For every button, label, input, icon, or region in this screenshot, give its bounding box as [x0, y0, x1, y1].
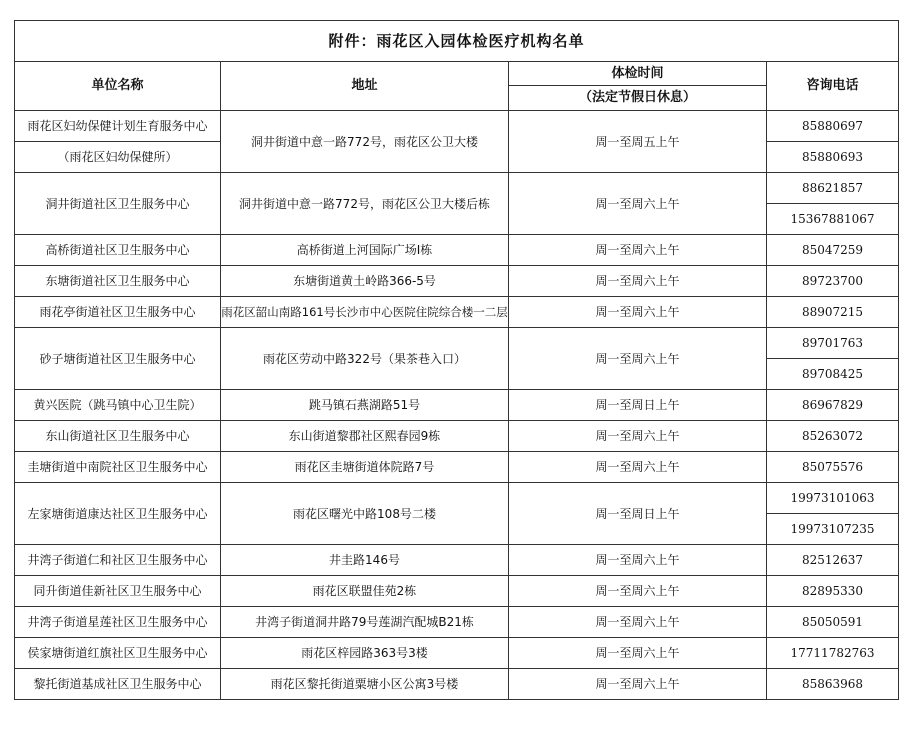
cell-time: 周一至周六上午: [509, 545, 767, 576]
cell-phone: 85047259: [767, 235, 899, 266]
cell-address: 雨花区劳动中路322号（果茶巷入口）: [221, 328, 509, 390]
table-row: [15, 111, 899, 142]
cell-time: 周一至周六上午: [509, 235, 767, 266]
cell-phone: 17711782763: [767, 638, 899, 669]
cell-name: 左家塘街道康达社区卫生服务中心: [15, 483, 221, 545]
cell-time: 周一至周六上午: [509, 452, 767, 483]
table-row: [15, 390, 899, 421]
page-title: 附件：雨花区入园体检医疗机构名单: [15, 21, 899, 62]
cell-name: 洞井街道社区卫生服务中心: [15, 173, 221, 235]
cell-phone: 85863968: [767, 669, 899, 700]
cell-phone: 89723700: [767, 266, 899, 297]
table-row: [15, 607, 899, 638]
cell-time: 周一至周六上午: [509, 421, 767, 452]
cell-name: 侯家塘街道红旗社区卫生服务中心: [15, 638, 221, 669]
cell-name: 井湾子街道星莲社区卫生服务中心: [15, 607, 221, 638]
cell-phone: 89708425: [767, 359, 899, 390]
cell-name: 东塘街道社区卫生服务中心: [15, 266, 221, 297]
cell-address: 东山街道黎郡社区熙春园9栋: [221, 421, 509, 452]
header-name: 单位名称: [15, 62, 221, 111]
cell-address: 雨花区曙光中路108号二楼: [221, 483, 509, 545]
table-row: [15, 235, 899, 266]
cell-phone: 15367881067: [767, 204, 899, 235]
cell-time: 周一至周六上午: [509, 669, 767, 700]
header-time: 体检时间: [509, 62, 767, 86]
cell-address: 雨花区韶山南路161号长沙市中心医院住院综合楼一二层: [221, 297, 509, 328]
cell-time: 周一至周六上午: [509, 173, 767, 235]
cell-name: 井湾子街道仁和社区卫生服务中心: [15, 545, 221, 576]
cell-phone: 85075576: [767, 452, 899, 483]
cell-name: 砂子塘街道社区卫生服务中心: [15, 328, 221, 390]
cell-phone: 82895330: [767, 576, 899, 607]
cell-name: 黎托街道基成社区卫生服务中心: [15, 669, 221, 700]
cell-name: 黄兴医院（跳马镇中心卫生院）: [15, 390, 221, 421]
table-row: [15, 545, 899, 576]
cell-phone: 89701763: [767, 328, 899, 359]
cell-name: 同升街道佳新社区卫生服务中心: [15, 576, 221, 607]
cell-address: 井湾子街道洞井路79号莲湖汽配城B21栋: [221, 607, 509, 638]
cell-phone: 82512637: [767, 545, 899, 576]
cell-phone: 19973107235: [767, 514, 899, 545]
header-address: 地址: [221, 62, 509, 111]
cell-time: 周一至周六上午: [509, 576, 767, 607]
cell-time: 周一至周六上午: [509, 607, 767, 638]
cell-name: 高桥街道社区卫生服务中心: [15, 235, 221, 266]
cell-address: 洞井街道中意一路772号，雨花区公卫大楼后栋: [221, 173, 509, 235]
cell-address: 雨花区联盟佳苑2栋: [221, 576, 509, 607]
table-row: [15, 669, 899, 700]
table-row: [15, 421, 899, 452]
cell-time: 周一至周日上午: [509, 390, 767, 421]
cell-address: 洞井街道中意一路772号，雨花区公卫大楼: [221, 111, 509, 173]
table-row: [15, 173, 899, 204]
table-row: [15, 483, 899, 514]
cell-address: 东塘街道黄土岭路366-5号: [221, 266, 509, 297]
cell-time: 周一至周六上午: [509, 638, 767, 669]
cell-time: 周一至周六上午: [509, 297, 767, 328]
cell-address: 井圭路146号: [221, 545, 509, 576]
cell-address: 雨花区黎托街道粟塘小区公寓3号楼: [221, 669, 509, 700]
table-row: [15, 328, 899, 359]
cell-address: 跳马镇石燕湖路51号: [221, 390, 509, 421]
cell-phone: 85880697: [767, 111, 899, 142]
cell-time: 周一至周日上午: [509, 483, 767, 545]
cell-name: 东山街道社区卫生服务中心: [15, 421, 221, 452]
cell-phone: 86967829: [767, 390, 899, 421]
table-row: [15, 452, 899, 483]
cell-name: 圭塘街道中南院社区卫生服务中心: [15, 452, 221, 483]
cell-name: 雨花区妇幼保健计划生育服务中心: [15, 111, 221, 142]
cell-address: 雨花区梓园路363号3楼: [221, 638, 509, 669]
header-time-note: （法定节假日休息）: [509, 86, 767, 111]
table-row: [15, 266, 899, 297]
cell-time: 周一至周六上午: [509, 266, 767, 297]
cell-name: 雨花亭街道社区卫生服务中心: [15, 297, 221, 328]
institution-table: [14, 20, 899, 700]
table-row: [15, 297, 899, 328]
cell-address: 高桥街道上河国际广场I栋: [221, 235, 509, 266]
header-phone: 咨询电话: [767, 62, 899, 111]
table-row: [15, 638, 899, 669]
cell-phone: 85263072: [767, 421, 899, 452]
cell-phone: 19973101063: [767, 483, 899, 514]
cell-phone: 88907215: [767, 297, 899, 328]
table-row: [15, 576, 899, 607]
cell-time: 周一至周五上午: [509, 111, 767, 173]
cell-name-sub: （雨花区妇幼保健所）: [15, 142, 221, 173]
cell-phone: 85050591: [767, 607, 899, 638]
cell-address: 雨花区圭塘街道体院路7号: [221, 452, 509, 483]
cell-phone: 88621857: [767, 173, 899, 204]
cell-time: 周一至周六上午: [509, 328, 767, 390]
cell-phone: 85880693: [767, 142, 899, 173]
